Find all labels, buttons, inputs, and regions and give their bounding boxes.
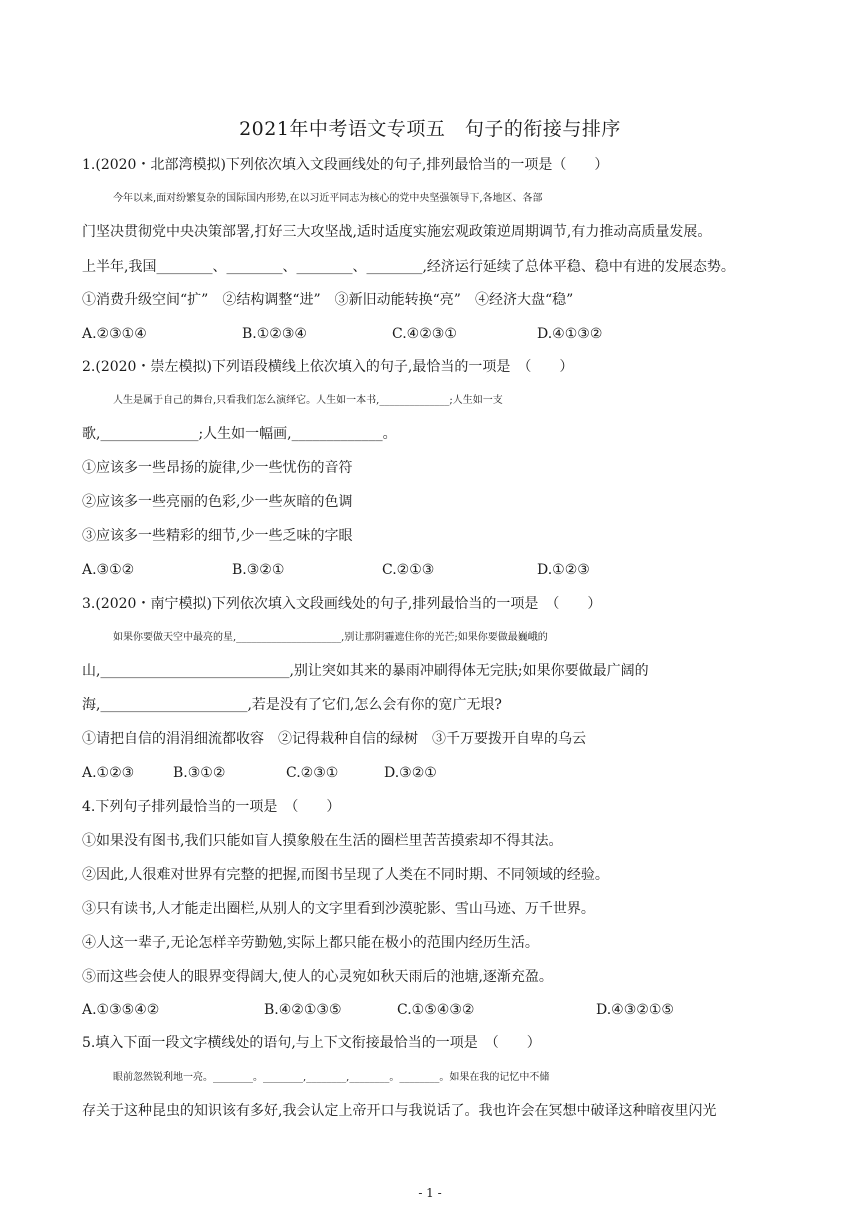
question-4-stem: 4.下列句子排列最恰当的一项是 （ ） — [82, 799, 341, 815]
question-2-options — [82, 560, 782, 580]
option-c: C.②①③ — [382, 562, 435, 578]
question-1-options — [82, 324, 782, 344]
page-number: - 1 - — [418, 1186, 442, 1200]
question-2-stem: 2.(2020・崇左模拟)下列语段横线上依次填入的句子,最恰当的一项是 （ ） — [82, 359, 574, 375]
question-3-passage-line-3: 海,_____________________,若是没有了它们,怎么会有你的宽广无垠? — [82, 697, 502, 713]
question-5-passage-line-2: 存关于这种昆虫的知识该有多好,我会认定上帝开口与我说话了。我也许会在冥想中破译这种暗夜里闪光 — [82, 1103, 717, 1119]
question-3-stem: 3.(2020・南宁模拟)下列依次填入文段画线处的句子,排列最恰当的一项是 （ ） — [82, 596, 602, 612]
option-b: B.①②③④ — [242, 326, 307, 342]
option-c: C.①⑤④③② — [397, 1002, 475, 1018]
question-1-passage-line-1: 今年以来,面对纷繁复杂的国际国内形势,在以习近平同志为核心的党中央坚强领导下,各地区、各部 — [113, 193, 543, 204]
question-2-item-2: ②应该多一些亮丽的色彩,少一些灰暗的色调 — [82, 494, 353, 510]
option-d: D.④③②①⑤ — [596, 1002, 674, 1018]
question-1-passage-line-2: 门坚决贯彻党中央决策部署,打好三大攻坚战,适时适度实施宏观政策逆周期调节,有力推动高质量发展。 — [82, 224, 712, 240]
question-1-stem: 1.(2020・北部湾模拟)下列依次填入文段画线处的句子,排列最恰当的一项是（ ） — [82, 157, 609, 173]
option-a: A.③①② — [82, 562, 135, 578]
option-b: B.③①② — [173, 765, 226, 781]
question-1-passage-line-3: 上半年,我国________、________、________、________,经济运行延续了总体平稳、稳中有进的发展态势。 — [82, 259, 735, 275]
question-2-passage-line-2: 歌,______________;人生如一幅画,_____________。 — [82, 426, 397, 442]
question-3-passage-line-2: 山,___________________________,别让突如其来的暴雨冲刷得体无完肤;如果你要做最广阔的 — [82, 663, 649, 679]
question-2-item-1: ①应该多一些昂扬的旋律,少一些忧伤的音符 — [82, 460, 353, 476]
question-4-item-1: ①如果没有图书,我们只能如盲人摸象般在生活的圈栏里苦苦摸索却不得其法。 — [82, 833, 563, 849]
question-4-item-2: ②因此,人很难对世界有完整的把握,而图书呈现了人类在不同时期、不同领域的经验。 — [82, 867, 609, 883]
question-4-options — [82, 1000, 782, 1020]
option-b: B.④②①③⑤ — [264, 1002, 342, 1018]
option-c: C.②③① — [286, 765, 339, 781]
option-b: B.③②① — [232, 562, 285, 578]
question-2-item-3: ③应该多一些精彩的细节,少一些乏味的字眼 — [82, 528, 353, 544]
question-3-passage-line-1: 如果你要做天空中最亮的星,_____________________,别让那阴霾遮住你的光芒;如果你要做最巍峨的 — [113, 632, 548, 643]
question-3-items: ①请把自信的涓涓细流都收容 ②记得栽种自信的绿树 ③千万要拨开自卑的乌云 — [82, 731, 586, 747]
question-4-item-5: ⑤而这些会使人的眼界变得阔大,使人的心灵宛如秋天雨后的池塘,逐渐充盈。 — [82, 969, 553, 985]
option-a: A.①②③ — [82, 765, 135, 781]
question-3-options — [82, 763, 782, 783]
question-5-passage-line-1: 眼前忽然锐利地一亮。________。________,________,________。________。如果在我的记忆中不储 — [113, 1072, 550, 1083]
question-5-stem: 5.填入下面一段文字横线处的语句,与上下文衔接最恰当的一项是 （ ） — [82, 1035, 541, 1051]
option-c: C.④②③① — [392, 326, 457, 342]
option-d: D.③②① — [384, 765, 437, 781]
question-2-passage-line-1: 人生是属于自己的舞台,只看我们怎么演绎它。人生如一本书,______________;人生如一支 — [113, 395, 503, 406]
option-d: D.④①③② — [537, 326, 603, 342]
question-1-items: ①消费升级空间“扩” ②结构调整“进” ③新旧动能转换“亮” ④经济大盘“稳” — [82, 292, 574, 308]
question-4-item-4: ④人这一辈子,无论怎样辛劳勤勉,实际上都只能在极小的范围内经历生活。 — [82, 935, 539, 951]
option-d: D.①②③ — [537, 562, 590, 578]
question-4-item-3: ③只有读书,人才能走出圈栏,从别人的文字里看到沙漠驼影、雪山马迹、万千世界。 — [82, 901, 595, 917]
page-title: 2021年中考语文专项五 句子的衔接与排序 — [239, 118, 621, 140]
option-a: A.②③①④ — [82, 326, 147, 342]
option-a: A.①③⑤④② — [82, 1002, 160, 1018]
